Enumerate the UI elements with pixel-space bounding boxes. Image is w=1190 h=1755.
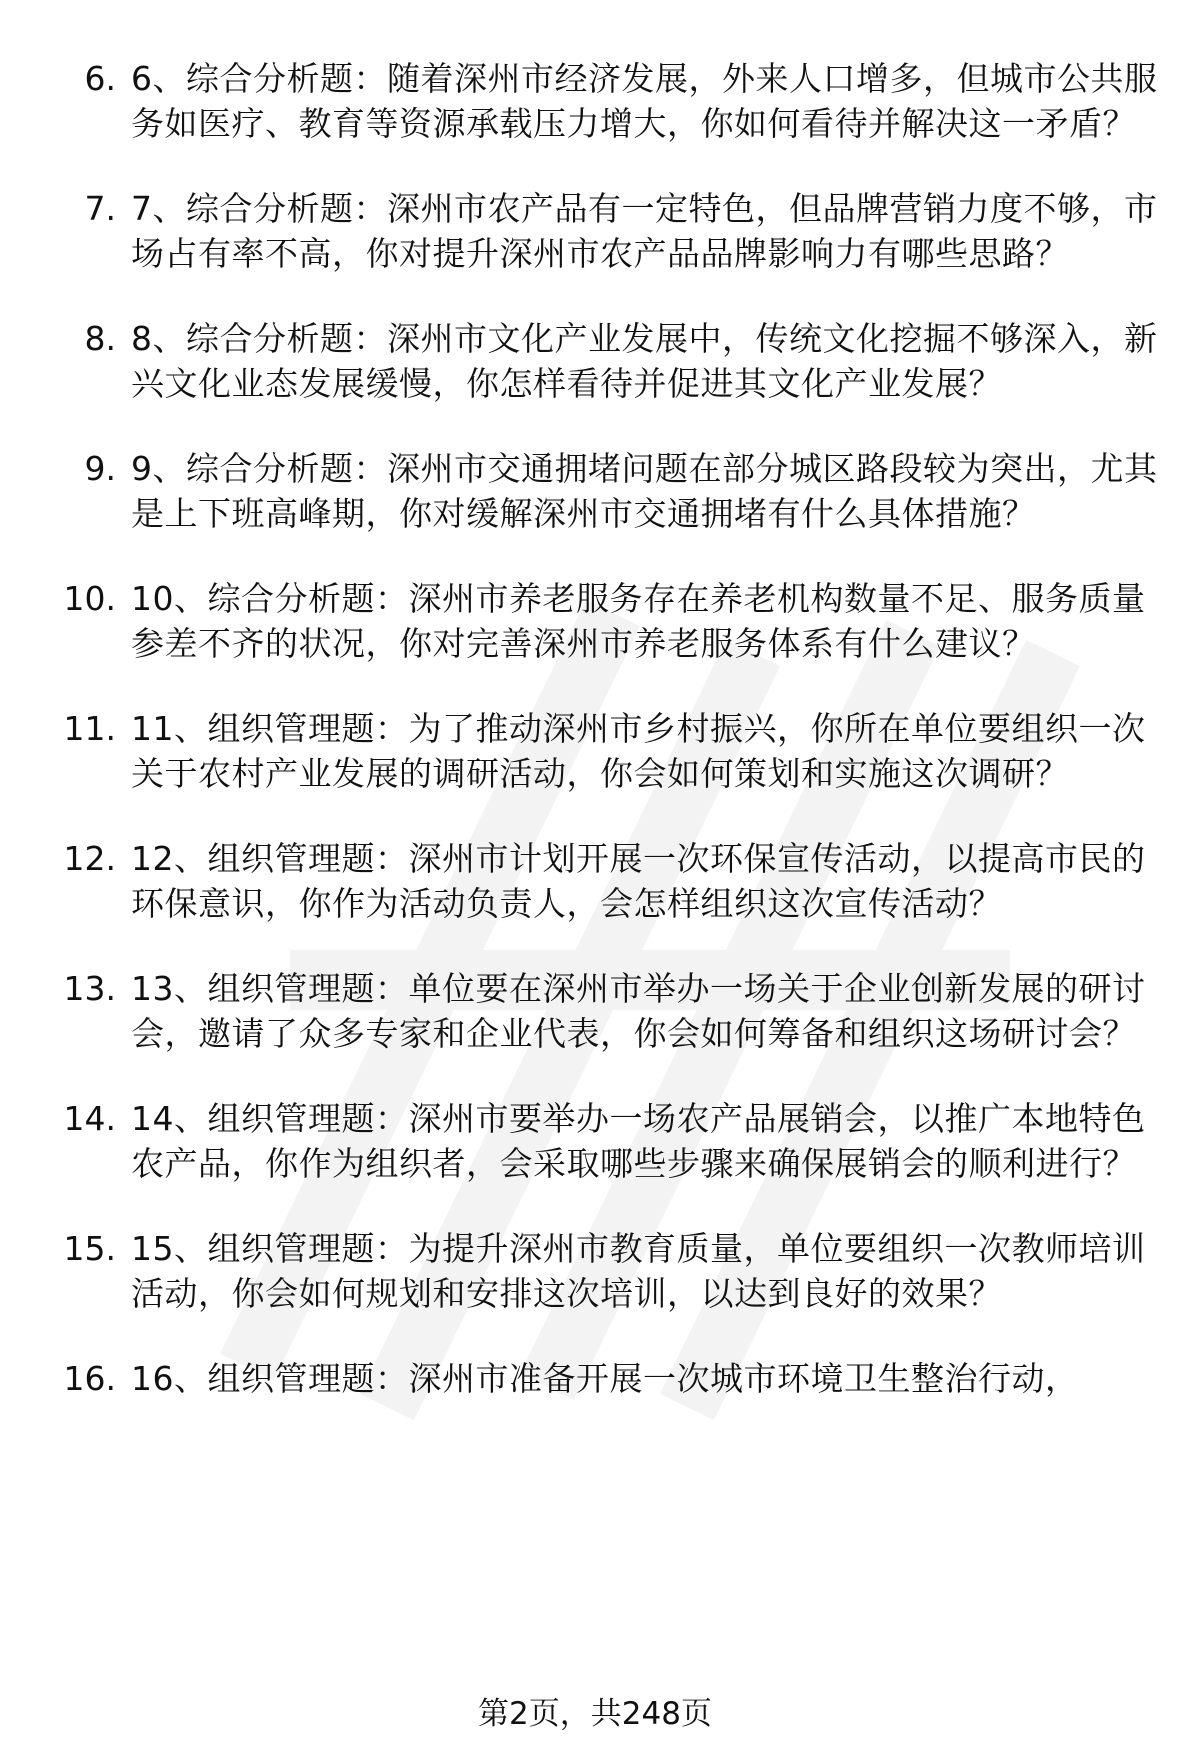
question-text: 15、组织管理题：为提升深州市教育质量，单位要组织一次教师培训活动，你会如何规划和安排这次培训，以达到良好的效果？ bbox=[131, 1229, 1146, 1313]
question-text: 10、综合分析题：深州市养老服务存在养老机构数量不足、服务质量参差不齐的状况，你对完善深州市养老服务体系有什么建议？ bbox=[131, 579, 1146, 663]
list-item bbox=[0, 56, 1190, 146]
question-text: 16、组织管理题：深州市准备开展一次城市环境卫生整治行动， bbox=[131, 1359, 1079, 1398]
list-item bbox=[0, 1226, 1190, 1316]
question-number: 7. bbox=[84, 189, 116, 228]
list-item bbox=[0, 316, 1190, 406]
question-text: 14、组织管理题：深州市要举办一场农产品展销会，以推广本地特色农产品，你作为组织者，会采取哪些步骤来确保展销会的顺利进行？ bbox=[131, 1099, 1146, 1183]
question-number: 12. bbox=[63, 839, 116, 878]
list-item bbox=[0, 576, 1190, 666]
question-text: 13、组织管理题：单位要在深州市举办一场关于企业创新发展的研讨会，邀请了众多专家和企业代表，你会如何筹备和组织这场研讨会？ bbox=[131, 969, 1146, 1053]
question-number: 13. bbox=[63, 969, 116, 1008]
list-item bbox=[0, 186, 1190, 276]
question-number: 10. bbox=[63, 579, 116, 618]
question-text: 7、综合分析题：深州市农产品有一定特色，但品牌营销力度不够，市场占有率不高，你对提升深州市农产品品牌影响力有哪些思路？ bbox=[131, 189, 1158, 273]
question-number: 6. bbox=[84, 59, 116, 98]
question-number: 15. bbox=[63, 1229, 116, 1268]
list-item bbox=[0, 1096, 1190, 1186]
question-number: 14. bbox=[63, 1099, 116, 1138]
question-number: 9. bbox=[84, 449, 116, 488]
question-list bbox=[0, 56, 1190, 1441]
question-number: 11. bbox=[63, 709, 116, 748]
question-number: 8. bbox=[84, 319, 116, 358]
list-item bbox=[0, 966, 1190, 1056]
question-text: 8、综合分析题：深州市文化产业发展中，传统文化挖掘不够深入，新兴文化业态发展缓慢，你怎样看待并促进其文化产业发展？ bbox=[131, 319, 1158, 403]
list-item bbox=[0, 1356, 1190, 1401]
question-text: 11、组织管理题：为了推动深州市乡村振兴，你所在单位要组织一次关于农村产业发展的调研活动，你会如何策划和实施这次调研？ bbox=[131, 709, 1146, 793]
list-item bbox=[0, 706, 1190, 796]
question-number: 16. bbox=[63, 1359, 116, 1398]
question-text: 9、综合分析题：深州市交通拥堵问题在部分城区路段较为突出，尤其是上下班高峰期，你对缓解深州市交通拥堵有什么具体措施？ bbox=[131, 449, 1158, 533]
list-item bbox=[0, 836, 1190, 926]
question-text: 12、组织管理题：深州市计划开展一次环保宣传活动，以提高市民的环保意识，你作为活动负责人，会怎样组织这次宣传活动？ bbox=[131, 839, 1146, 923]
list-item bbox=[0, 446, 1190, 536]
question-text: 6、综合分析题：随着深州市经济发展，外来人口增多，但城市公共服务如医疗、教育等资源承载压力增大，你如何看待并解决这一矛盾？ bbox=[131, 59, 1158, 143]
page-footer: 第2页，共248页 bbox=[478, 1696, 712, 1732]
